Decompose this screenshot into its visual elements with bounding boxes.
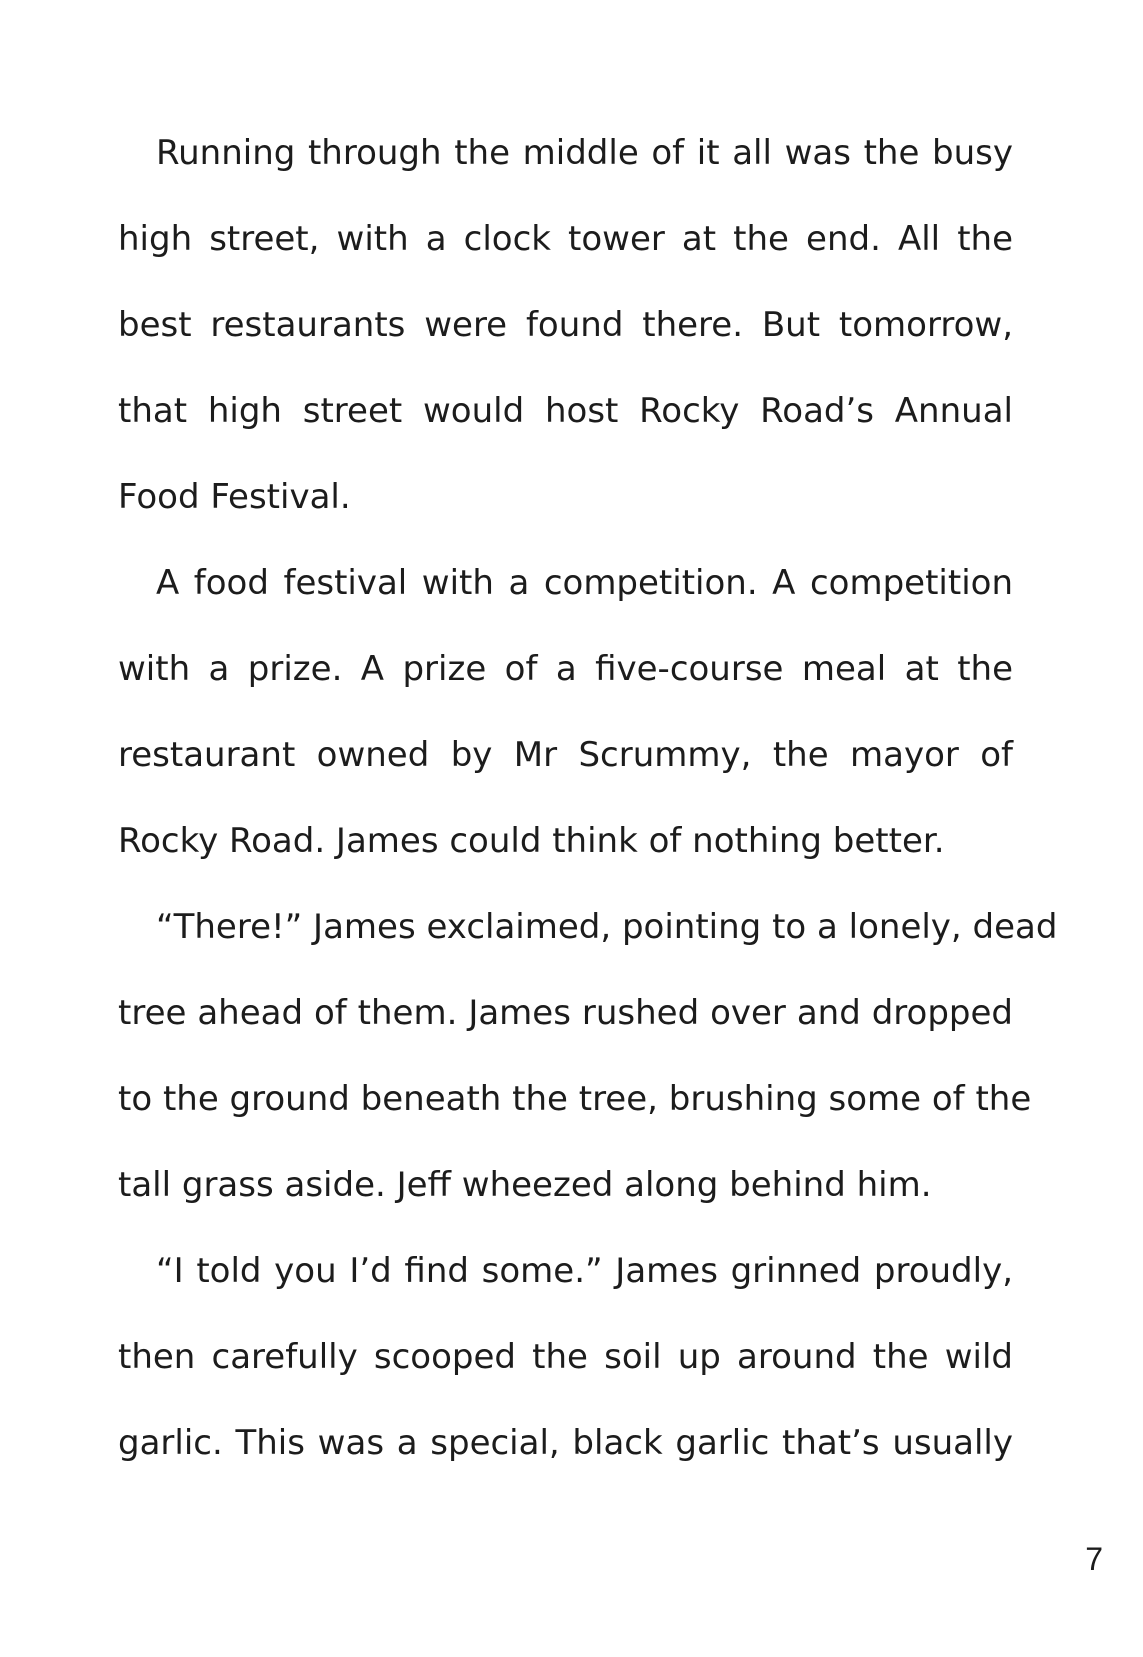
text-line: restaurant owned by Mr Scrummy, the mayor of: [118, 735, 1013, 775]
paragraph: [118, 110, 1013, 540]
text-line: garlic. This was a special, black garlic that’s usually: [118, 1423, 1013, 1463]
text-line: Rocky Road. James could think of nothing better.: [118, 821, 945, 861]
text-line: Food Festival.: [118, 477, 351, 517]
text-line: “There!” James exclaimed, pointing to a lonely, dead: [156, 907, 1058, 947]
paragraph: [118, 884, 1058, 1228]
text-line: high street, with a clock tower at the end. All the: [118, 219, 1013, 259]
text-line: A food festival with a competition. A competition: [156, 563, 1013, 603]
text-line: “I told you I’d find some.” James grinned proudly,: [156, 1251, 1013, 1291]
text-line: with a prize. A prize of a five-course meal at the: [118, 649, 1013, 689]
page-body: [118, 110, 1058, 1486]
page-number: 7: [1085, 1541, 1103, 1577]
text-line: to the ground beneath the tree, brushing some of the: [118, 1079, 1032, 1119]
text-line: then carefully scooped the soil up around the wild: [118, 1337, 1013, 1377]
paragraph: [118, 540, 1013, 884]
text-line: tall grass aside. Jeff wheezed along behind him.: [118, 1165, 932, 1205]
text-line: Running through the middle of it all was the busy: [156, 133, 1013, 173]
paragraph: [118, 1228, 1013, 1486]
text-line: that high street would host Rocky Road’s Annual: [118, 391, 1013, 431]
text-line: tree ahead of them. James rushed over and dropped: [118, 993, 1013, 1033]
text-line: best restaurants were found there. But tomorrow,: [118, 305, 1013, 345]
